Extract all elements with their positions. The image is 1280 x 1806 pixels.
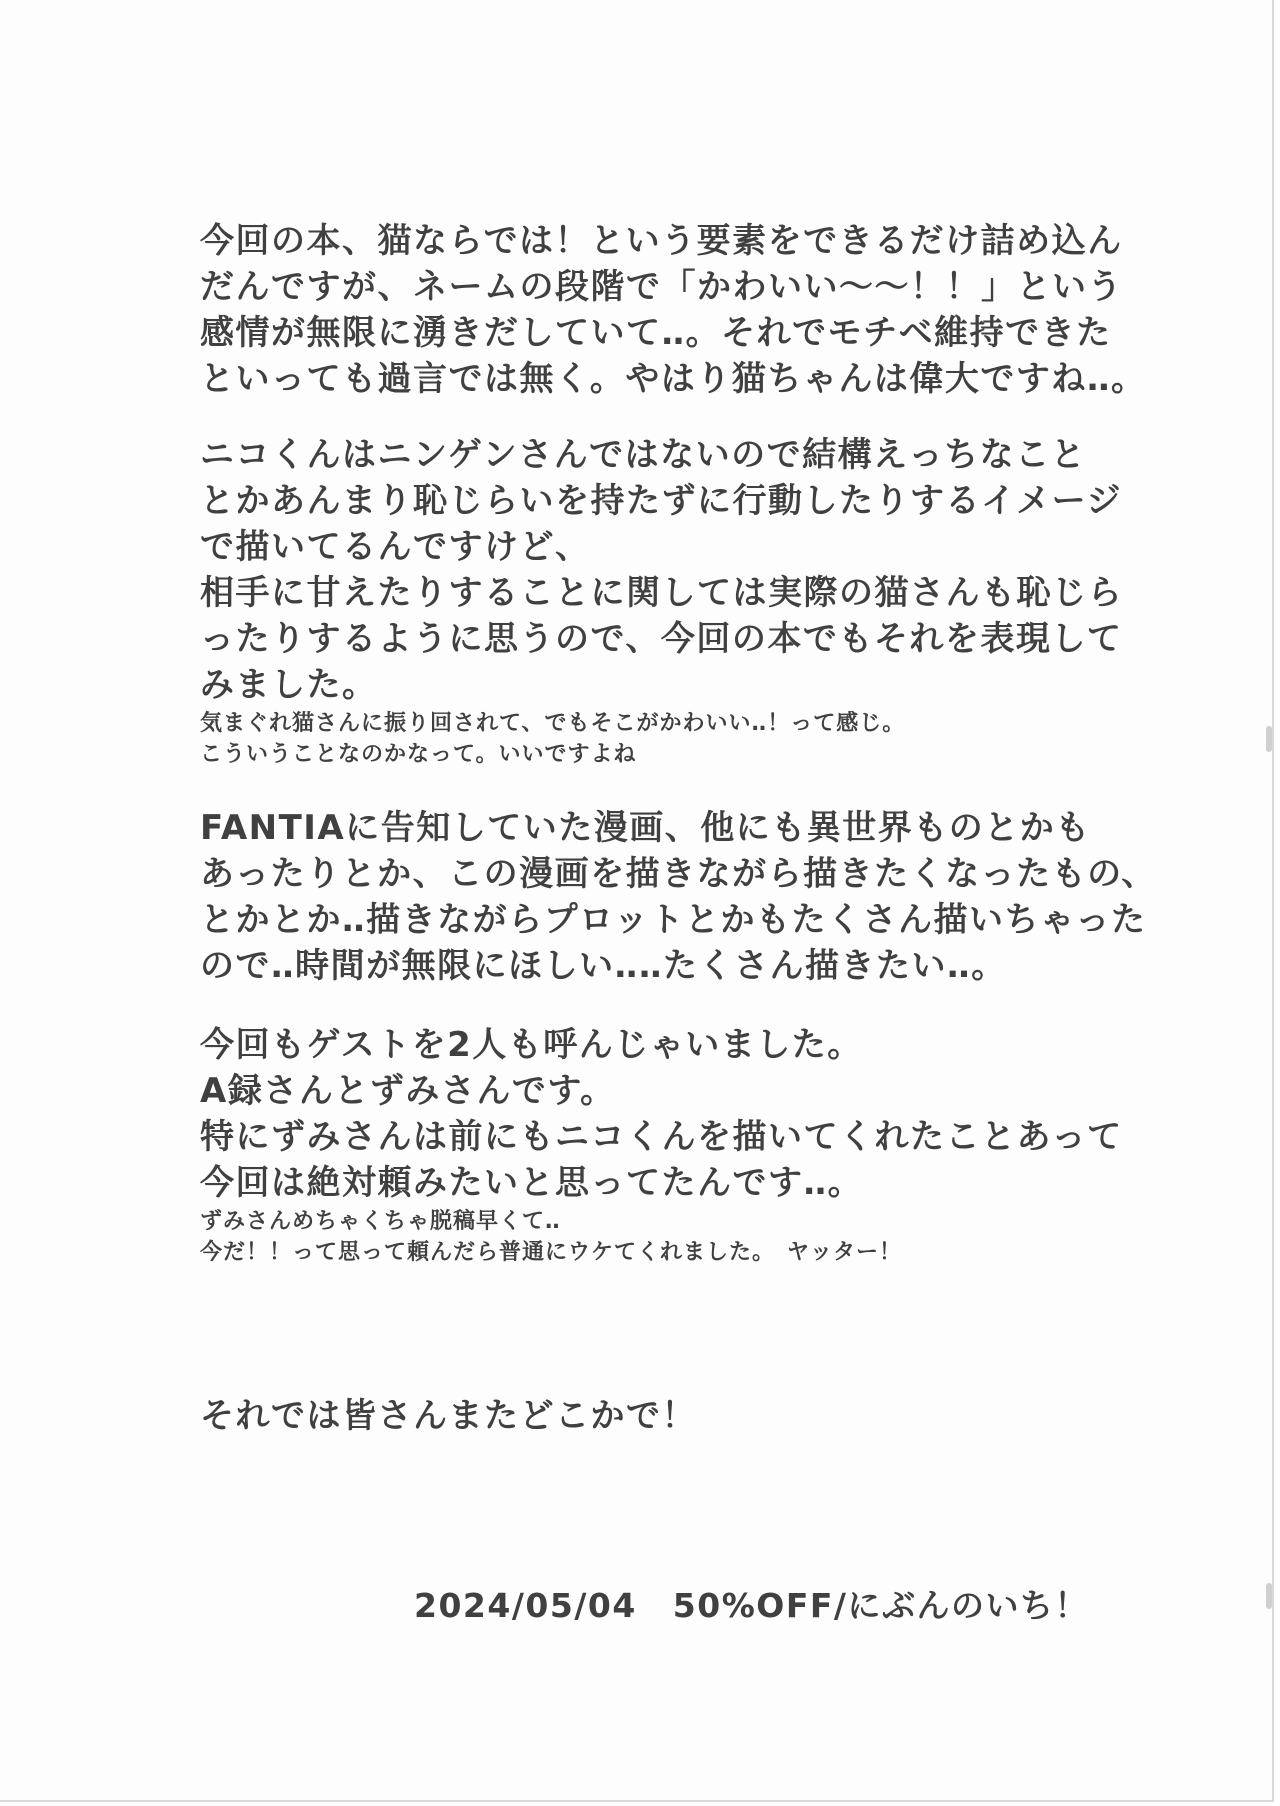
paragraph-line: ので‥時間が無限にほしい‥‥たくさん描きたい‥。: [200, 946, 1007, 986]
paragraph-line: ったりするように思うので、今回の本でもそれを表現して: [200, 619, 1123, 659]
paragraph-note-line: ずみさんめちゃくちゃ脱稿早くて‥: [200, 1209, 561, 1234]
closing-line: それでは皆さんまたどこかで！: [200, 1396, 697, 1436]
paragraph-line: 感情が無限に湧きだしていて‥。それでモチベ維持できた: [200, 313, 1112, 353]
paragraph-line: 特にずみさんは前にもニコくんを描いてくれたことあって: [200, 1117, 1123, 1157]
binding-edge-mark: [1266, 1583, 1272, 1609]
paragraph-line: 今回もゲストを2人も呼んじゃいました。: [200, 1025, 863, 1065]
paragraph-line: FANTIAに告知していた漫画、他にも異世界ものとかも: [200, 808, 1091, 848]
paragraph-line: あったりとか、この漫画を描きながら描きたくなったもの、: [200, 854, 1157, 894]
paragraph-line: ニコくんはニンゲンさんではないので結構えっちなこと: [200, 435, 1087, 475]
paragraph-line: といっても過言では無く。やはり猫ちゃんは偉大ですね‥。: [200, 359, 1147, 399]
afterword-paragraph-3: [200, 805, 1160, 989]
afterword-closing: [200, 1393, 1160, 1439]
paragraph-line: とかあんまり恥じらいを持たずに行動したりするイメージ: [200, 481, 1122, 521]
afterword-paragraph-4: [200, 1022, 1160, 1268]
signature-line: [414, 1583, 1089, 1629]
paragraph-note-line: 今だ！！って思って頼んだら普通にウケてくれました。 ヤッター！: [200, 1240, 903, 1265]
signature-date: 2024/05/04: [414, 1586, 637, 1625]
afterword-paragraph-2: [200, 432, 1160, 770]
afterword-paragraph-1: [200, 218, 1160, 402]
paragraph-line: とかとか‥描きながらプロットとかもたくさん描いちゃった: [200, 900, 1147, 940]
paragraph-line: 相手に甘えたりすることに関しては実際の猫さんも恥じら: [200, 573, 1123, 613]
paragraph-line: 今回の本、猫ならでは！という要素をできるだけ詰め込ん: [200, 221, 1123, 261]
paragraph-line: みました。: [200, 665, 378, 705]
paragraph-line: 今回は絶対頼みたいと思ってたんです‥。: [200, 1163, 864, 1203]
paragraph-note-line: こういうことなのかなって。いいですよね: [200, 742, 637, 767]
paragraph-line: だんですが、ネームの段階で「かわいい〜〜！！」という: [200, 267, 1123, 307]
signature-circle-name: 50%OFF/にぶんのいち！: [672, 1586, 1089, 1625]
paragraph-note-line: 気まぐれ猫さんに振り回されて、でもそこがかわいい‥！って感じ。: [200, 711, 906, 736]
paragraph-line: で描いてるんですけど、: [200, 527, 591, 567]
binding-edge-mark: [1266, 726, 1272, 752]
paragraph-line: A録さんとずみさんです。: [200, 1071, 616, 1111]
